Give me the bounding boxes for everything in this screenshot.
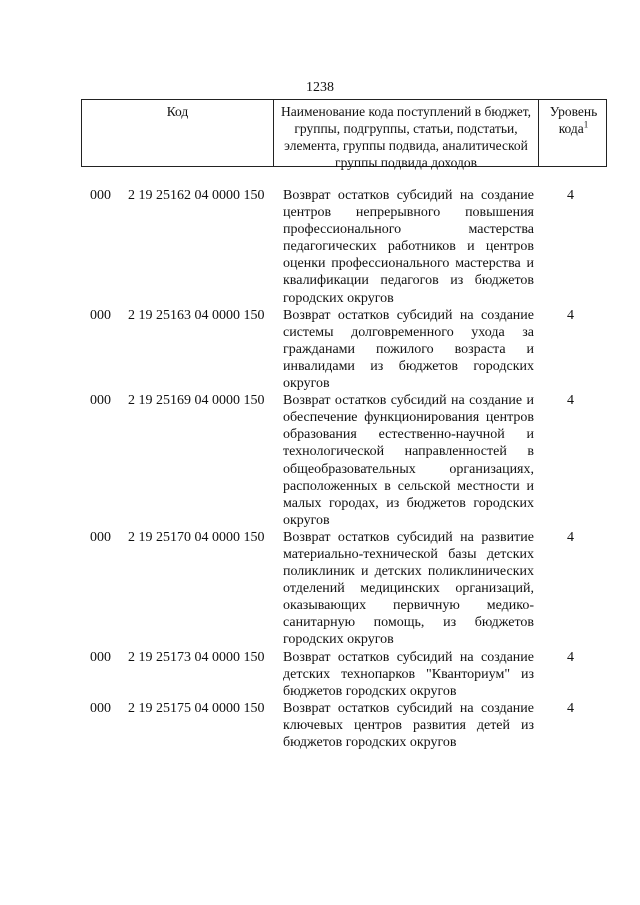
header-name: Наименование кода поступлений в бюджет, группы, подгруппы, статьи, подстатьи, элемента, группы подвида, аналитической группы подвида доходов	[274, 100, 539, 166]
row-level: 4	[567, 649, 574, 665]
table-row	[0, 529, 640, 649]
row-name: Возврат остатков субсидий на развитие материально-технической базы детских поликлиник и детских поликлинических отделений медицинских организаций, оказывающих первичную медико-санитарную помощь, из бюджетов городских округов	[283, 529, 534, 648]
row-revenue-code: 2 19 25162 04 0000 150	[128, 188, 265, 203]
header-level	[539, 100, 606, 166]
table-body	[0, 187, 640, 751]
header-level-label-tail: а	[577, 121, 584, 136]
row-admin-code: 000	[90, 649, 111, 665]
table-row	[0, 307, 640, 392]
row-admin-code: 000	[90, 188, 111, 203]
row-level: 4	[567, 393, 574, 409]
header-level-label: Уровень код	[549, 104, 598, 136]
row-revenue-code: 2 19 25175 04 0000 150	[128, 700, 265, 716]
row-name: Возврат остатков субсидий на создание ключевых центров развития детей из бюджетов городских округов	[283, 700, 534, 750]
row-name: Возврат остатков субсидий на создание системы долговременного ухода за гражданами пожилого возраста и инвалидами из бюджетов городских округов	[283, 307, 534, 392]
table-header	[81, 99, 607, 170]
row-level: 4	[567, 700, 574, 716]
table-row	[0, 649, 640, 700]
page-number: 1238	[306, 80, 334, 95]
table-row	[0, 392, 640, 529]
row-name: Возврат остатков субсидий на создание центров непрерывного повышения профессионального мастерства педагогических работников и центров оценки профессионального мастерства и квалификации педагогов из бюджетов городских округов	[283, 188, 534, 306]
table-row	[0, 700, 640, 751]
header-code: Код	[82, 100, 274, 166]
row-level: 4	[567, 529, 574, 545]
row-admin-code: 000	[90, 529, 111, 545]
row-admin-code: 000	[90, 700, 111, 716]
table-row	[0, 187, 640, 307]
row-revenue-code: 2 19 25169 04 0000 150	[128, 393, 265, 409]
row-revenue-code: 2 19 25170 04 0000 150	[128, 529, 265, 545]
row-level: 4	[567, 188, 574, 203]
row-name: Возврат остатков субсидий на создание детских технопарков "Кванториум" из бюджетов городских округов	[283, 649, 534, 699]
row-level: 4	[567, 307, 574, 323]
row-name: Возврат остатков субсидий на создание и обеспечение функционирования центров образования естественно-научной и технологической направленностей в общеобразовательных организациях, расположенных в сельской местности и малых городах, из бюджетов городских округов	[283, 393, 534, 528]
row-admin-code: 000	[90, 393, 111, 409]
row-revenue-code: 2 19 25163 04 0000 150	[128, 307, 265, 323]
row-admin-code: 000	[90, 307, 111, 323]
row-revenue-code: 2 19 25173 04 0000 150	[128, 649, 265, 665]
header-level-footnote: 1	[583, 119, 589, 130]
